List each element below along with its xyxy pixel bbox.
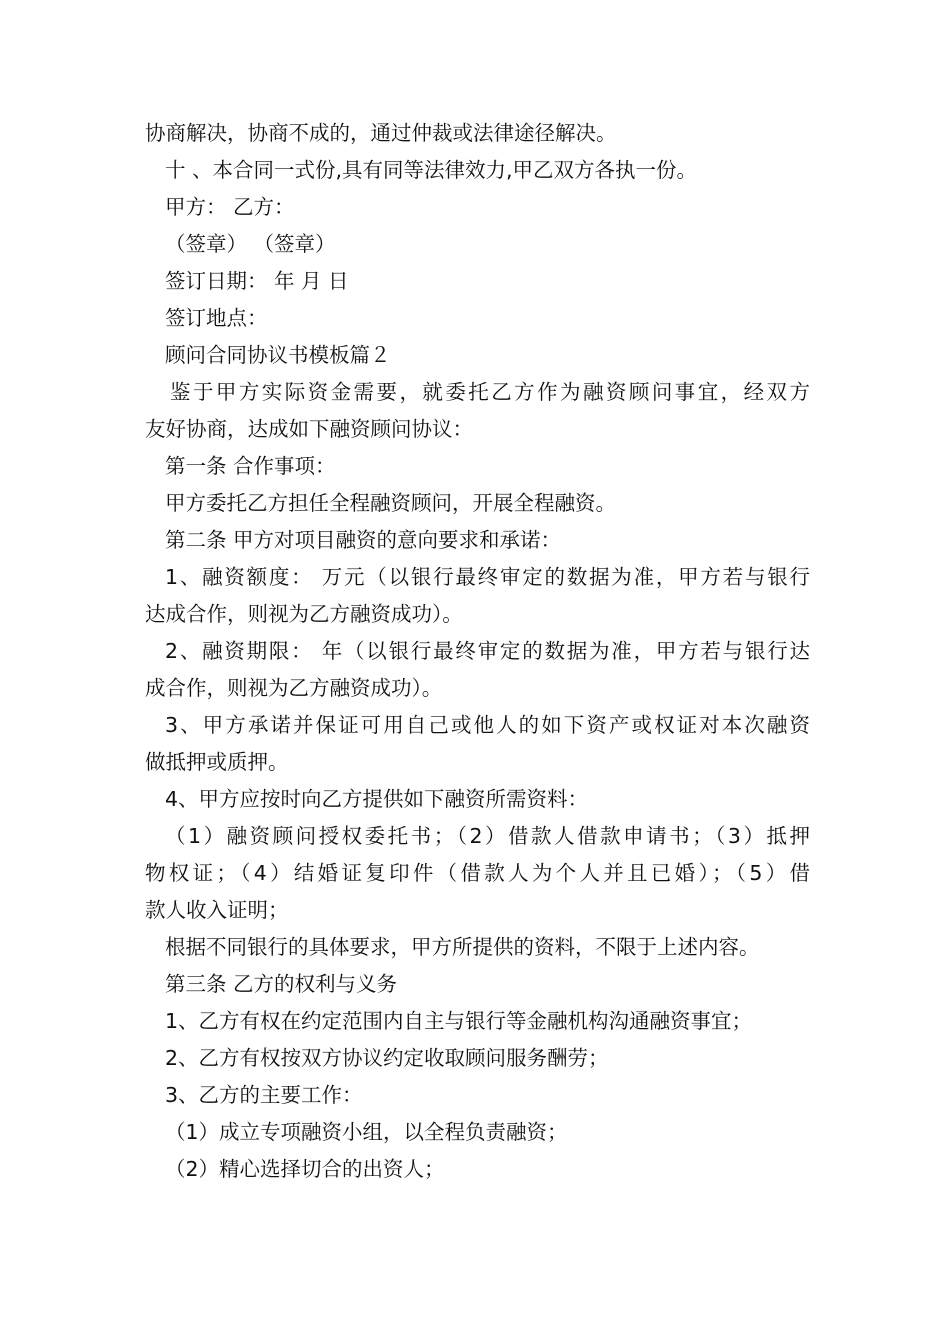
paragraph-line: 成合作，则视为乙方融资成功）。	[145, 676, 443, 700]
paragraph-line: 4、甲方应按时向乙方提供如下融资所需资料：	[165, 787, 589, 811]
paragraph-line: （2）精心选择切合的出资人；	[165, 1157, 445, 1181]
paragraph-line: 根据不同银行的具体要求，甲方所提供的资料，不限于上述内容。	[165, 935, 760, 959]
paragraph-line: 1、融资额度： 万元（以银行最终审定的数据为准，甲方若与银行	[165, 565, 810, 589]
paragraph-line: 2、融资期限： 年（以银行最终审定的数据为准，甲方若与银行达	[165, 639, 810, 663]
clause-ten: 十 、本合同一式份,具有同等法律效力,甲乙双方各执一份。	[165, 158, 698, 182]
paragraph-line: 达成合作，则视为乙方融资成功）。	[145, 602, 463, 626]
article-heading: 第一条 合作事项：	[165, 454, 336, 478]
paragraph-line: 甲方委托乙方担任全程融资顾问，开展全程融资。	[165, 491, 616, 515]
paragraph-line: （1）成立专项融资小组，以全程负责融资；	[165, 1120, 568, 1144]
paragraph-line: 物权证；（4）结婚证复印件（借款人为个人并且已婚）；（5）借	[145, 861, 810, 885]
paragraph-line: 做抵押或质押。	[145, 750, 289, 774]
signing-date: 签订日期： 年 月 日	[165, 269, 349, 293]
paragraph-line: 1、乙方有权在约定范围内自主与银行等金融机构沟通融资事宜；	[165, 1009, 753, 1033]
paragraph-line: （1）融资顾问授权委托书；（2）借款人借款申请书；（3）抵押	[165, 824, 810, 848]
paragraph-line: 3、乙方的主要工作：	[165, 1083, 363, 1107]
section-title: 顾问合同协议书模板篇２	[165, 343, 391, 367]
signing-place: 签订地点：	[165, 306, 268, 330]
signature-seals: （签章） （签章）	[165, 232, 336, 256]
paragraph-line: 鉴于甲方实际资金需要，就委托乙方作为融资顾问事宜，经双方	[170, 380, 810, 404]
article-heading: 第二条 甲方对项目融资的意向要求和承诺：	[165, 528, 562, 552]
paragraph-line: 款人收入证明；	[145, 898, 289, 922]
paragraph-line: 协商解决，协商不成的，通过仲裁或法律途径解决。	[145, 121, 617, 145]
article-heading: 第三条 乙方的权利与义务	[165, 972, 398, 996]
paragraph-line: 友好协商，达成如下融资顾问协议：	[145, 417, 473, 441]
paragraph-line: 3、甲方承诺并保证可用自己或他人的如下资产或权证对本次融资	[165, 713, 810, 737]
signature-parties: 甲方： 乙方：	[165, 195, 295, 219]
paragraph-line: 2、乙方有权按双方协议约定收取顾问服务酬劳；	[165, 1046, 609, 1070]
